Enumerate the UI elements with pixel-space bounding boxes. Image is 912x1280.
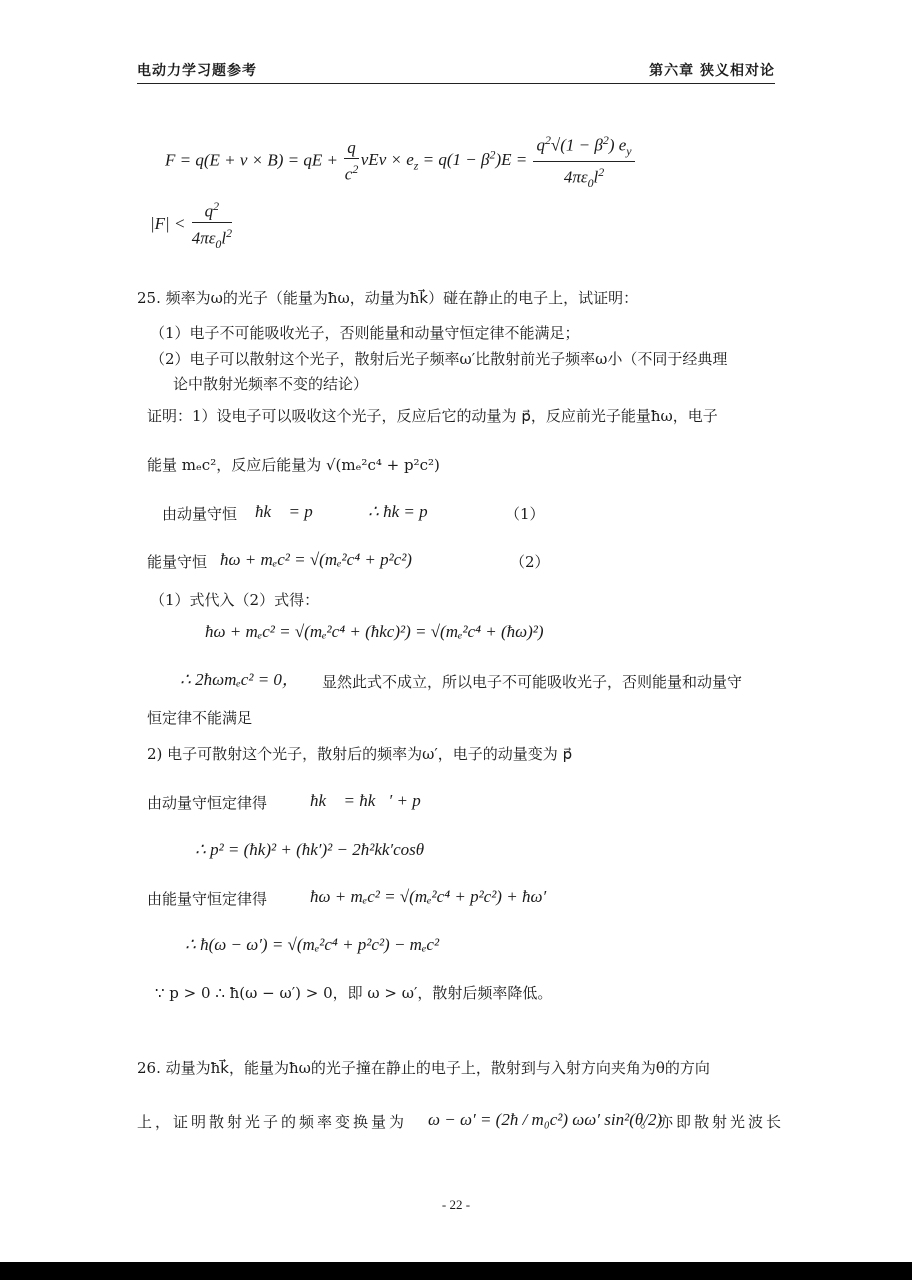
header-rule [137, 83, 775, 84]
energy-equation: ħω + mₑc² = √(mₑ²c⁴ + p²c²) [220, 550, 412, 569]
problem-25-item-1: （1）电子不可能吸收光子，否则能量和动量守恒定律不能满足； [150, 324, 580, 342]
force-equation: F = q(E + v × B) = qE + $\frac{q}{c^2}$ vEv × $e_z = q(1 - \beta^2)E$ = $\frac{q^2√(1 - \beta^2) e_y}{4\pi\varepsilon_0l^2}$ [165, 130, 637, 193]
part-2-energy-equation: ħω + mₑc² = √(mₑ²c⁴ + p²c²) + ħω′ [310, 887, 547, 906]
contradiction-text: 显然此式不成立，所以电子不可能吸收光子，否则能量和动量守 [322, 673, 743, 691]
problem-26-line-2-pre: 上，证明散射光子的频率变换量为 [137, 1113, 408, 1131]
part-2-intro: 2) 电子可散射这个光子，散射后的频率为ω′，电子的动量变为 p⃗ [147, 745, 573, 763]
page-number: - 22 - [441, 1197, 471, 1212]
conclusion-line: ∵ p > 0 ∴ ħ(ω − ω′) > 0，即 ω > ω′，散射后频率降低。 [155, 984, 553, 1002]
problem-26-line-1: 26. 动量为ħk⃗，能量为ħω的光子撞在静止的电子上，散射到与入射方向夹角为θ的方向 [137, 1059, 710, 1077]
equation-number-1: （1） [505, 505, 545, 523]
problem-25-item-2a: （2）电子可以散射这个光子，散射后光子频率ω′比散射前光子频率ω小（不同于经典理 [150, 350, 728, 368]
header-left-title: 电动力学习题参考 [137, 63, 257, 79]
momentum-label: 由动量守恒 [162, 505, 238, 523]
proof-line-1: 证明：1）设电子可以吸收这个光子，反应后它的动量为 p⃗，反应前光子能量ħω，电子 [147, 407, 718, 425]
problem-26-line-2-post: 。亦即散射光波长 [640, 1113, 785, 1131]
momentum-equation-scalar: ∴ ħk = p [368, 502, 428, 521]
problem-25-item-2b: 论中散射光频率不变的结论） [173, 375, 369, 393]
part-2-momentum-label: 由动量守恒定律得 [147, 794, 268, 812]
substitution-note: （1）式代入（2）式得： [150, 591, 320, 609]
momentum-equation: ħk⃗ = p⃗ [255, 502, 326, 521]
contradiction-text-continued: 恒定律不能满足 [147, 709, 253, 727]
frequency-difference-equation: ∴ ħ(ω − ω′) = √(mₑ²c⁴ + p²c²) − mₑc² [185, 935, 440, 954]
contradiction-equation: ∴ 2ħωmₑc² = 0， [180, 670, 299, 689]
force-bound-equation: |F| < $\frac{q^2}{4\pi\varepsilon_0l^2}$ [150, 196, 234, 254]
p-squared-equation: ∴ p² = (ħk)² + (ħk′)² − 2ħ²kk′cosθ [195, 840, 425, 859]
bottom-border [0, 1262, 912, 1280]
header-right-chapter: 第六章 狭义相对论 [649, 63, 775, 79]
substitution-equation: ħω + mₑc² = √(mₑ²c⁴ + (ħkc)²) = √(mₑ²c⁴ + (ħω)²) [205, 622, 544, 641]
problem-26-formula: ω − ω′ = (2ħ / m₀c²) ωω′ sin²(θ/2) [428, 1110, 663, 1129]
proof-line-2: 能量 mₑc²，反应后能量为 √(mₑ²c⁴ + p²c²) [147, 456, 440, 474]
energy-label: 能量守恒 [147, 553, 208, 571]
part-2-energy-label: 由能量守恒定律得 [147, 890, 268, 908]
problem-25-statement: 25. 频率为ω的光子（能量为ħω，动量为ħk⃗）碰在静止的电子上，试证明： [137, 289, 639, 307]
equation-number-2: （2） [510, 553, 550, 571]
part-2-momentum-equation: ħk⃗ = ħk⃗′ + p⃗ [310, 791, 434, 810]
